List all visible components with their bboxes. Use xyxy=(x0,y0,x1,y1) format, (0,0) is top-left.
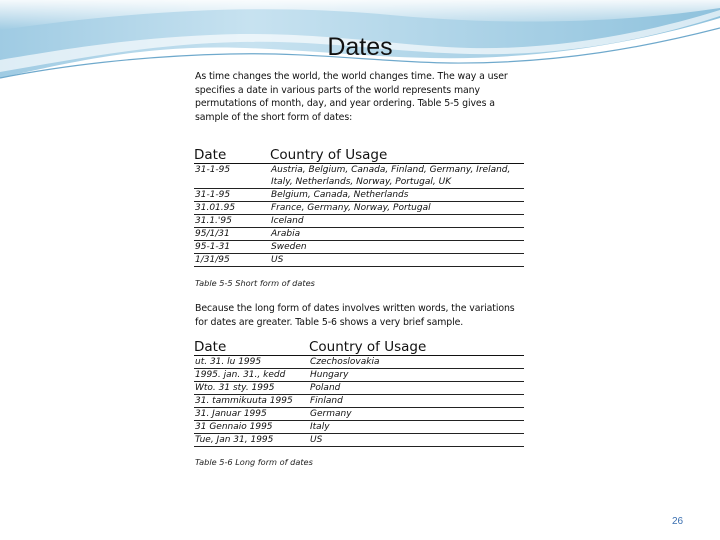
table-row xyxy=(194,189,524,202)
page-number: 26 xyxy=(672,516,684,527)
scanned-document xyxy=(190,67,530,470)
long-date-table xyxy=(194,339,524,447)
date-cell: 31.01.95 xyxy=(194,202,270,215)
table-row xyxy=(194,421,524,434)
table-row xyxy=(194,434,524,447)
date-cell: 31 Gennaio 1995 xyxy=(194,421,309,434)
country-cell: Italy xyxy=(309,421,524,434)
country-cell: Czechoslovakia xyxy=(309,356,524,369)
country-cell: Germany xyxy=(309,408,524,421)
table-row xyxy=(194,215,524,228)
country-cell: US xyxy=(270,254,524,267)
intro-paragraph: As time changes the world, the world changes time. The way a user specifies a date in various parts of the world represents many permutations of month, day, and year ordering. Table 5-5 gives a sample of the short form of dates: xyxy=(195,71,508,123)
date-cell: 31-1-95 xyxy=(194,189,270,202)
column-header-country: Country of Usage xyxy=(309,339,524,356)
date-cell: 31. Januar 1995 xyxy=(194,408,309,421)
table-row xyxy=(194,254,524,267)
table-row xyxy=(194,356,524,369)
table-row xyxy=(194,395,524,408)
date-cell: 31.1.'95 xyxy=(194,215,270,228)
date-cell: 1/31/95 xyxy=(194,254,270,267)
country-cell: Hungary xyxy=(309,369,524,382)
long-table-caption: Table 5-6 Long form of dates xyxy=(195,457,313,467)
column-header-date: Date xyxy=(194,339,309,356)
country-cell: France, Germany, Norway, Portugal xyxy=(270,202,524,215)
date-cell: 31-1-95 xyxy=(194,164,270,189)
table-row xyxy=(194,241,524,254)
date-cell: 1995. jan. 31., kedd xyxy=(194,369,309,382)
short-table-caption: Table 5-5 Short form of dates xyxy=(195,278,315,288)
date-cell: ut. 31. lu 1995 xyxy=(194,356,309,369)
table-row xyxy=(194,228,524,241)
date-cell: Tue, Jan 31, 1995 xyxy=(194,434,309,447)
table-row xyxy=(194,164,524,189)
date-cell: 31. tammikuuta 1995 xyxy=(194,395,309,408)
date-cell: 95/1/31 xyxy=(194,228,270,241)
slide-title: Dates xyxy=(327,33,393,61)
country-cell: Belgium, Canada, Netherlands xyxy=(270,189,524,202)
country-cell: Sweden xyxy=(270,241,524,254)
country-cell: Iceland xyxy=(270,215,524,228)
column-header-date: Date xyxy=(194,147,270,164)
country-cell: Finland xyxy=(309,395,524,408)
column-header-country: Country of Usage xyxy=(270,147,524,164)
table-row xyxy=(194,382,524,395)
date-cell: 95-1-31 xyxy=(194,241,270,254)
country-cell: US xyxy=(309,434,524,447)
country-cell: Arabia xyxy=(270,228,524,241)
date-cell: Wto. 31 sty. 1995 xyxy=(194,382,309,395)
table-row xyxy=(194,202,524,215)
table-row xyxy=(194,369,524,382)
short-date-table xyxy=(194,147,524,267)
middle-paragraph: Because the long form of dates involves written words, the variations for dates are greater. Table 5-6 shows a very brief sample. xyxy=(195,303,515,328)
country-cell: Poland xyxy=(309,382,524,395)
country-cell: Austria, Belgium, Canada, Finland, Germany, Ireland, Italy, Netherlands, Norway, Portugal, UK xyxy=(270,164,524,189)
table-row xyxy=(194,408,524,421)
